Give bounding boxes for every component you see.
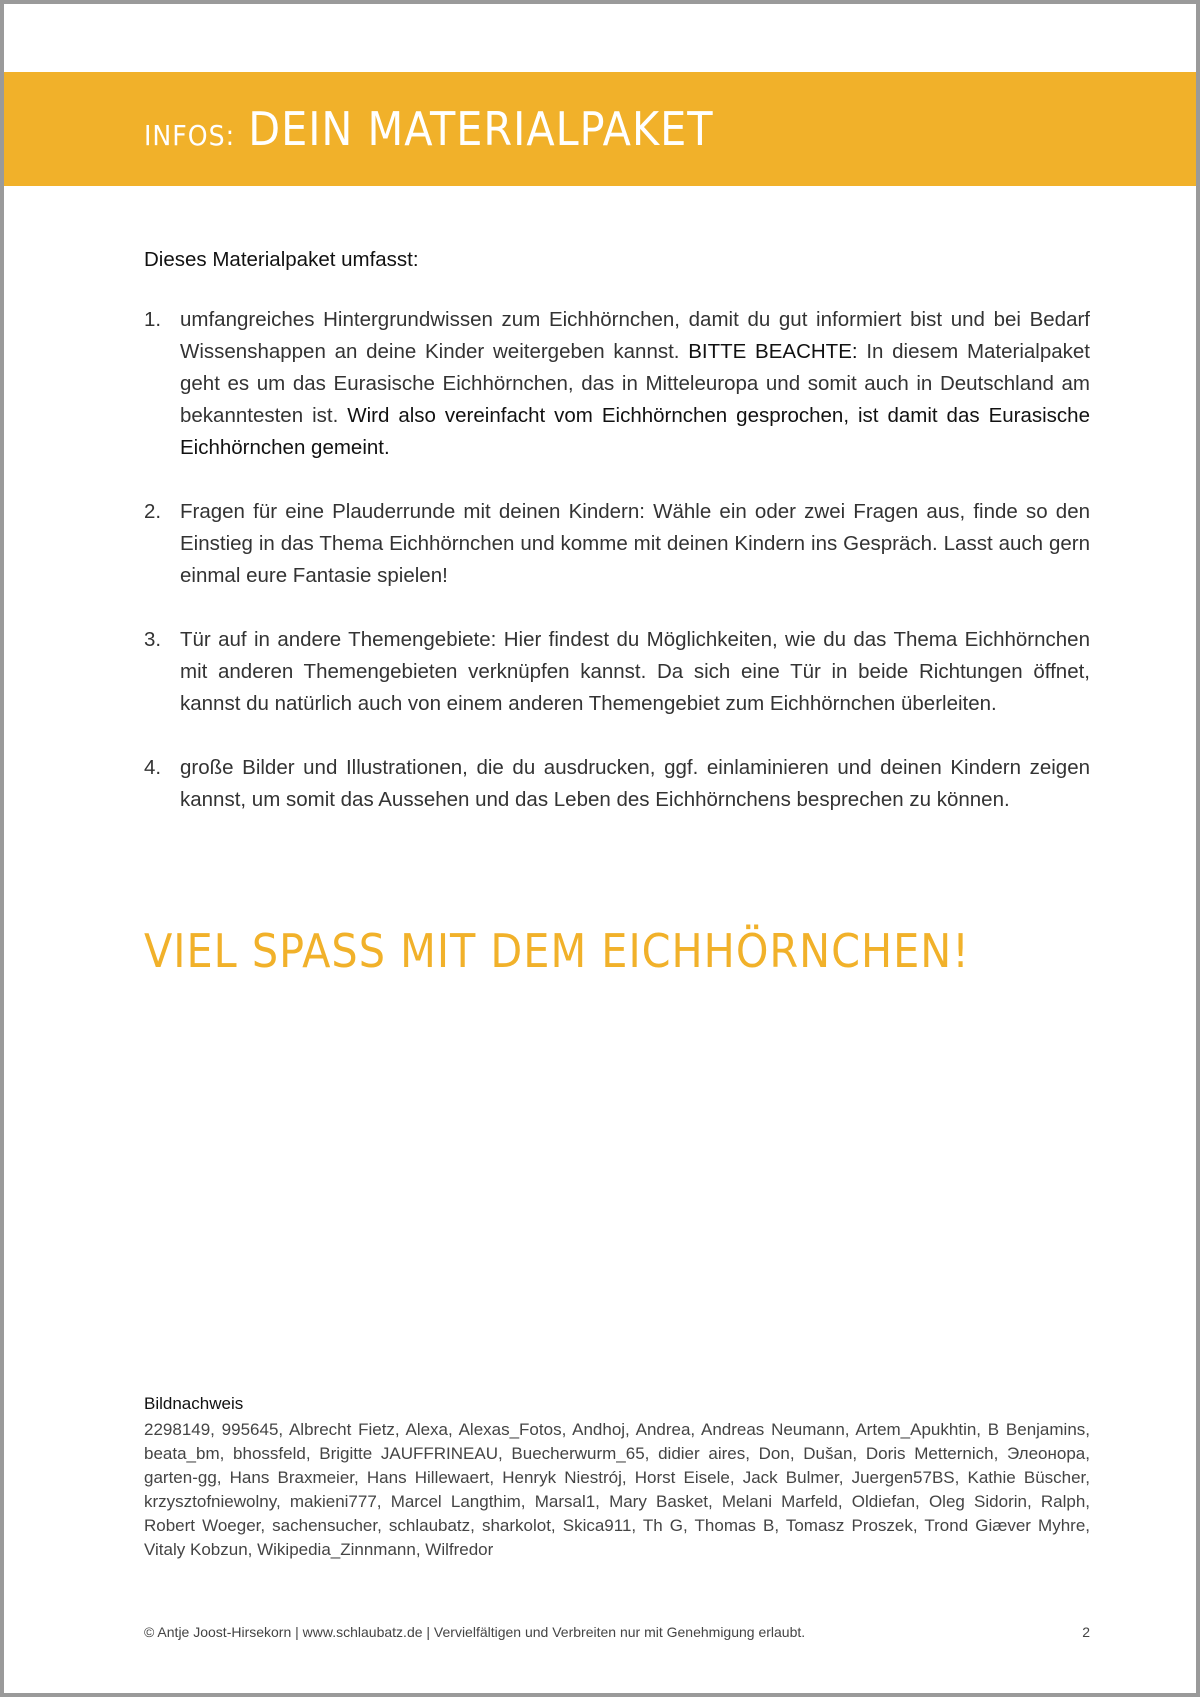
list-item <box>144 752 1090 816</box>
list-item-number: 1. <box>144 308 162 331</box>
slogan-heading: VIEL SPASS MIT DEM EICHHÖRNCHEN! <box>144 924 970 978</box>
note-label: BITTE BEACHTE: <box>688 340 858 363</box>
footer-copyright: © Antje Joost-Hirsekorn | www.schlaubatz.de | Vervielfältigen und Verbreiten nur mit Genehmigung erlaubt. <box>144 1624 806 1640</box>
credits-text: 2298149, 995645, Albrecht Fietz, Alexa, Alexas_Fotos, Andhoj, Andrea, Andreas Neumann, Artem_Apukhtin, B Benjamins, beata_bm, bhossfeld, Brigitte JAUFFRINEAU, Buecherwurm_65, didier aires, Don, Dušan, Doris Metternich, Элеонора, garten-gg, Hans Braxmeier, Hans Hillewaert, Henryk Niestrój, Horst Eisele, Jack Bulmer, Juergen57BS, Kathie Büscher, krzysztofniewolny, makieni777, Marcel Langthim, Marsal1, Mary Basket, Melani Marfeld, Oldiefan, Oleg Sidorin, Ralph, Robert Woeger, sachensucher, schlaubatz, sharkolot, Skica911, Th G, Thomas B, Tomasz Proszek, Trond Giæver Myhre, Vitaly Kobzun, Wikipedia_Zinnmann, Wilfredor <box>144 1420 1090 1559</box>
credits-title: Bildnachweis <box>144 1394 244 1413</box>
list-item <box>144 304 1090 464</box>
title-main: DEIN MATERIALPAKET <box>248 102 714 156</box>
page-footer <box>144 1624 1090 1640</box>
list-item-text: Tür auf in andere Themengebiete: Hier findest du Möglichkeiten, wie du das Thema Eichhörnchen mit anderen Themengebieten verknüpfen kannst. Da sich eine Tür in beide Richtungen öffnet, kannst du natürlich auch von einem anderen Themengebiet zum Eichhörnchen überleiten. <box>180 628 1090 715</box>
list-item-text: große Bilder und Illustrationen, die du ausdrucken, ggf. einlaminieren und deinen Kindern zeigen kannst, um somit das Aussehen und das Leben des Eichhörnchens besprechen zu können. <box>180 756 1090 811</box>
note-emphasis: Wird also vereinfacht vom Eichhörnchen gesprochen, ist damit das Eurasische Eichhörnchen gemeint. <box>180 404 1090 459</box>
page-number: 2 <box>1082 1624 1090 1640</box>
list-item-text: umfangreiches Hintergrundwissen zum Eichhörnchen, damit du gut informiert bist und bei Bedarf Wissenshappen an deine Kinder weitergeben kannst. <box>180 308 1090 363</box>
list-item-number: 3. <box>144 628 162 651</box>
list-item-text: Fragen für eine Plauderrunde mit deinen Kindern: Wähle ein oder zwei Fragen aus, finde so den Einstieg in das Thema Eichhörnchen und komme mit deinen Kindern ins Gespräch. Lasst auch gern einmal eure Fantasie spielen! <box>180 500 1090 587</box>
header-banner <box>4 72 1196 186</box>
material-list <box>144 304 1090 816</box>
page-title <box>144 102 714 156</box>
title-kicker: INFOS: <box>144 119 236 152</box>
list-item-number: 4. <box>144 756 162 779</box>
list-item <box>144 624 1090 720</box>
image-credits <box>144 1392 1090 1562</box>
intro-text: Dieses Materialpaket umfasst: <box>144 248 419 271</box>
note-text: In diesem Materialpaket geht es um das Eurasische Eichhörnchen, das in Mitteleuropa und somit auch in Deutschland am bekanntesten ist. <box>180 340 1091 427</box>
main-content <box>144 244 1090 848</box>
list-item-number: 2. <box>144 500 162 523</box>
list-item <box>144 496 1090 592</box>
